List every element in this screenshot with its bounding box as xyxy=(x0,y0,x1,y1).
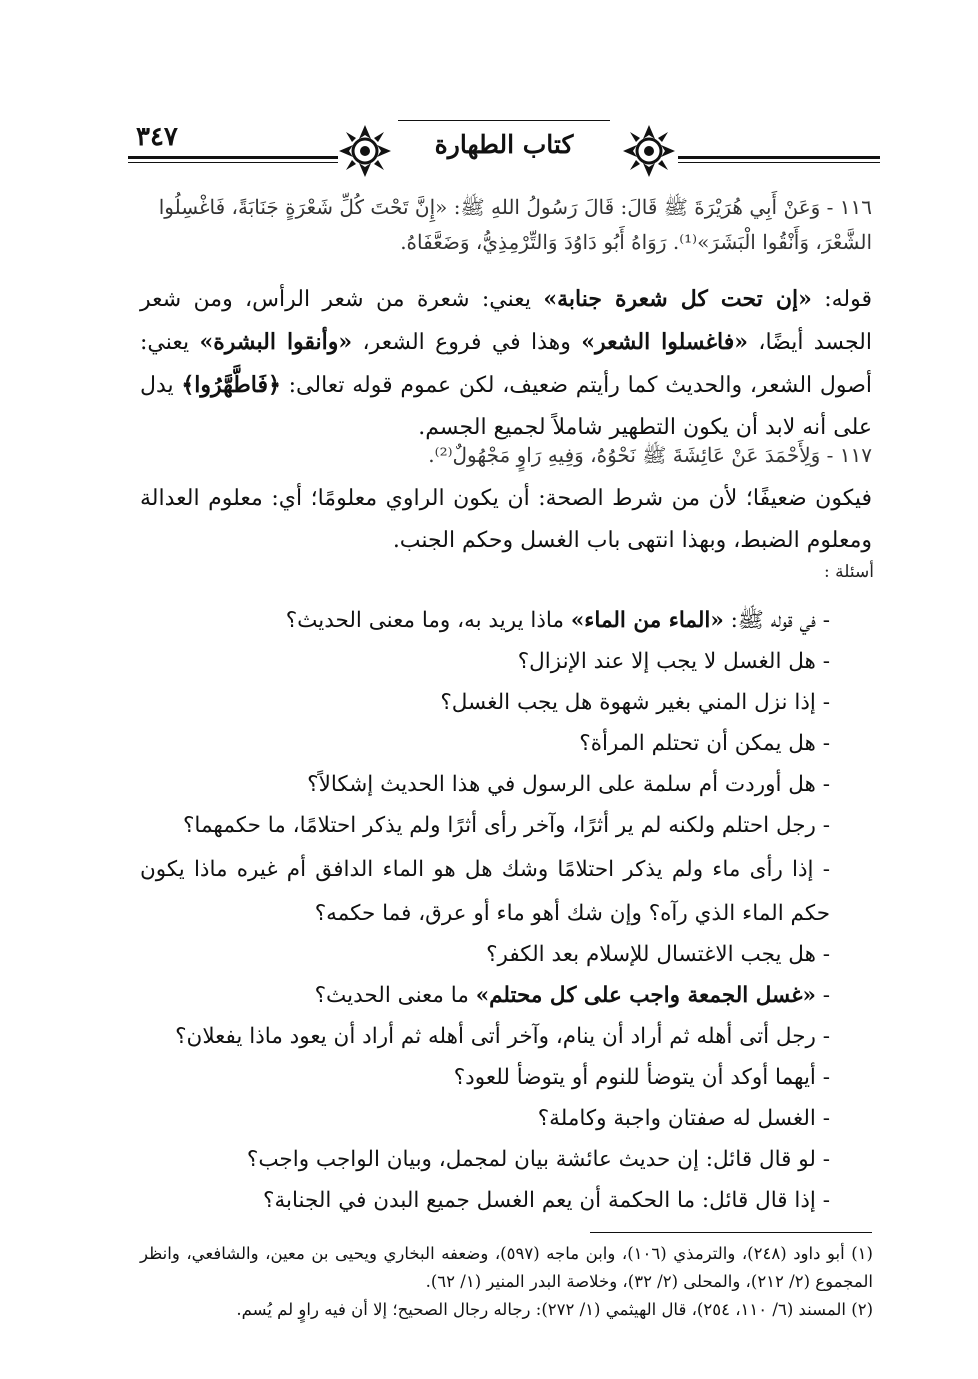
commentary-text: يعني: أصول الشعر، والحديث كما رأيتم ضعيف، لكن عموم قوله تعالى: xyxy=(140,330,872,398)
book-title: كتاب الطهارة xyxy=(434,130,574,159)
header-rule-left-thin xyxy=(128,162,338,163)
commentary-text: يعني: شعرة من شعر الرأس، ومن شعر الجسد أيضًا، xyxy=(140,287,872,355)
ornament-left-icon xyxy=(336,122,394,180)
question-item: - في قوله ﷺ: «الماء من الماء» ماذا يريد به، وما معنى الحديث؟ xyxy=(285,608,830,633)
commentary-text: قوله: xyxy=(811,287,872,312)
quote-hadith-phrase: «وأنقوا البشرة» xyxy=(199,329,353,355)
question-item: - لو قال قائل: إن حديث عائشة بيان لمجمل، وبيان الواجب واجب؟ xyxy=(246,1147,830,1172)
question-item: - هل الغسل لا يجب إلا عند الإنزال؟ xyxy=(517,649,830,674)
question-item: - هل أوردت أم سلمة على الرسول في هذا الحديث إشكالاً؟ xyxy=(307,772,830,797)
questions-list xyxy=(140,602,870,1219)
question-item: - أيهما أوكد أن يتوضأ للنوم أو يتوضأ للعود؟ xyxy=(453,1065,830,1090)
footnote-divider xyxy=(590,1232,872,1233)
hadith-116-line-1: ١١٦ - وَعَنْ أَبِي هُرَيْرَةَ ﷺ قَالَ: قَالَ رَسُولُ اللهِ ﷺ: «إِنَّ تَحْتَ كُلِّ شَعْرَةٍ جَنَابَةً، فَاغْسِلُوا xyxy=(158,195,872,219)
page-header xyxy=(128,118,880,190)
hadith-117: ١١٧ - وَلِأَحْمَدَ عَنْ عَائِشَةَ ﷺ نَحْوُهُ، وَفِيهِ رَاوٍ مَجْهُولٌ⁽²⁾. xyxy=(428,443,872,467)
page-number: ٣٤٧ xyxy=(136,122,178,152)
question-item: - رجل أتى أهله ثم أراد أن ينام، وآخر أتى أهله ثم أراد أن يعود ماذا يفعلان؟ xyxy=(175,1024,830,1049)
quote-hadith-phrase: «فاغسلوا الشعر» xyxy=(581,329,749,355)
header-rule-right xyxy=(678,156,880,159)
question-item: - «غسل الجمعة واجب على كل محتلم» ما معنى الحديث؟ xyxy=(314,983,830,1008)
hadith-116 xyxy=(140,190,872,260)
header-rule-center xyxy=(398,120,610,121)
question-item: - إذا قال قائل: ما الحكمة أن يعم الغسل جميع البدن في الجنابة؟ xyxy=(263,1188,830,1213)
questions-heading: أسئلة : xyxy=(824,562,874,582)
question-item: - رجل احتلم ولكنه لم ير أثرًا، وآخر رأى أثرًا ولم يذكر احتلامًا، ما حكمهما؟ xyxy=(183,813,830,838)
question-item: - هل يجب الاغتسال للإسلام بعد الكفر؟ xyxy=(486,942,830,967)
commentary-text: يدل على أنه لابد أن يكون التطهير شاملاً لجميع الجسم. xyxy=(140,373,872,440)
question-item: - هل يمكن أن تحتلم المرأة؟ xyxy=(579,731,830,756)
commentary-116 xyxy=(140,278,872,449)
question-item: - إذا رأى ماء ولم يذكر احتلامًا وشك هل هو الماء الدافق أم غيره ماذا يكون حكم الماء الذي رآه؟ وإن شك أهو ماء أو عرق، فما حكمه؟ xyxy=(140,857,830,926)
commentary-text: وهذا في فروع الشعر، xyxy=(352,330,582,355)
ornament-right-icon xyxy=(620,122,678,180)
commentary-117: فيكون ضعيفًا؛ لأن من شرط الصحة: أن يكون الراوي معلومًا؛ أي: معلوم العدالة ومعلوم الضبط، وبهذا انتهى باب الغسل وحكم الجنب. xyxy=(140,486,872,553)
question-item: - إذا نزل المني بغير شهوة هل يجب الغسل؟ xyxy=(440,690,830,715)
hadith-116-line-2: الشَّعْرَ، وَأَنْقُوا الْبَشَرَ»⁽¹⁾. رَوَاهُ أَبُو دَاوُدَ وَالتِّرْمِذِيُّ، وَضَعَّفَاهُ. xyxy=(400,230,872,254)
header-rule-right-thin xyxy=(678,162,880,163)
footnotes xyxy=(140,1240,873,1324)
footnote-1: (١) أبو داود (٢٤٨)، والترمذي (١٠٦)، وابن ماجه (٥٩٧)، وضعفه البخاري ويحيى بن معين، والشافعي، وانظر المجموع (٢/ ٢١٢)، والمحلى (٢/ ٣٢)، وخلاصة البدر المنير (١/ ٦٢). xyxy=(140,1244,873,1291)
footnote-2: (٢) المسند (٦/ ١١٠، ٢٥٤)، قال الهيثمي (١/ ٢٧٢): رجاله رجال الصحيح؛ إلا أن فيه راوٍ لم يُسم. xyxy=(236,1300,873,1319)
quote-hadith-phrase: «إن تحت كل شعرة جنابة» xyxy=(543,286,812,312)
quran-quote: ﴿فَاطَّهَّرُوا﴾ xyxy=(181,372,281,398)
question-item: - الغسل له صفتان واجبة وكاملة؟ xyxy=(537,1106,830,1131)
header-rule-left xyxy=(128,156,338,159)
